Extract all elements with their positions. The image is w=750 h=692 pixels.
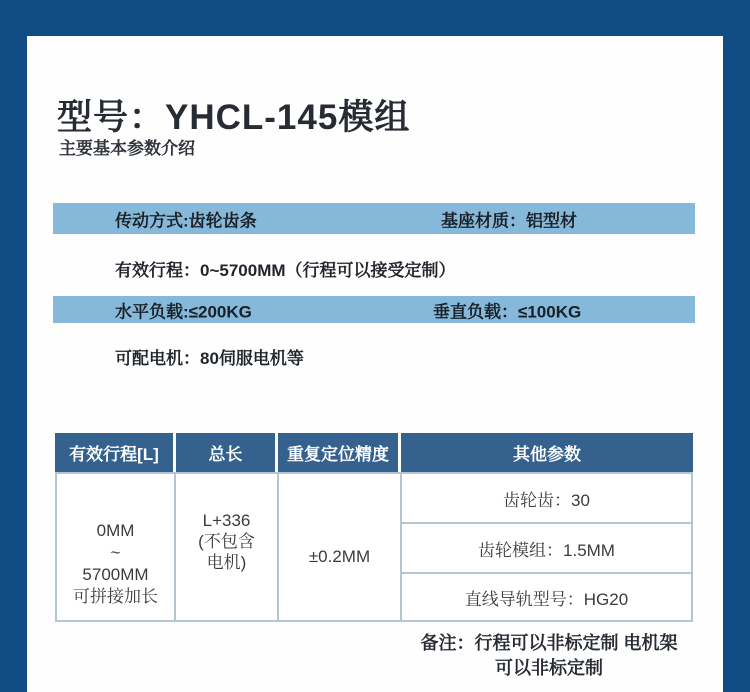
spec-transmission: 传动方式:齿轮齿条 [115, 211, 257, 230]
table-header-stroke: 有效行程[L] [55, 433, 173, 472]
spec-table-body [55, 472, 693, 622]
footnote-line-2: 可以非标定制 [495, 658, 603, 678]
footnote-line-1: 备注：行程可以非标定制 电机架 [420, 633, 678, 653]
spec-vertical-load: 垂直负载：≤100KG [433, 302, 582, 321]
length-line-1: L+336 [202, 511, 251, 530]
page-title: 型号：YHCL-145模组 [57, 98, 411, 137]
spec-band-transmission-material [53, 203, 695, 234]
page-subtitle: 主要基本参数介绍 [59, 139, 195, 158]
spec-base-material: 基座材质：铝型材 [441, 211, 577, 230]
spec-effective-stroke: 有效行程：0~5700MM（行程可以接受定制） [115, 261, 456, 280]
table-cell-precision [279, 474, 400, 620]
stroke-line-min: 0MM [96, 521, 135, 540]
length-line-3: 电机) [206, 553, 247, 572]
table-header-other-params: 其他参数 [401, 433, 693, 472]
table-header-length: 总长 [176, 433, 275, 472]
table-cell-guide-rail: 直线导轨型号：HG20 [464, 589, 629, 609]
table-cell-gear-teeth: 齿轮齿：30 [503, 490, 590, 510]
footnote [389, 631, 709, 681]
table-cell-total-length [176, 474, 277, 620]
table-header-precision: 重复定位精度 [278, 433, 398, 472]
spec-motor: 可配电机：80伺服电机等 [115, 349, 304, 368]
spec-band-loads [53, 296, 695, 323]
stroke-line-max: 5700MM [82, 565, 149, 584]
spec-horizontal-load: 水平负载:≤200KG [115, 302, 252, 321]
table-cell-stroke [57, 474, 174, 620]
stroke-line-tilde: ~ [110, 543, 121, 562]
length-line-2: (不包含 [198, 532, 255, 551]
stroke-line-extend: 可拼接加长 [73, 587, 158, 606]
precision-value: ±0.2MM [308, 547, 371, 566]
table-cell-gear-module: 齿轮模组：1.5MM [478, 540, 615, 560]
